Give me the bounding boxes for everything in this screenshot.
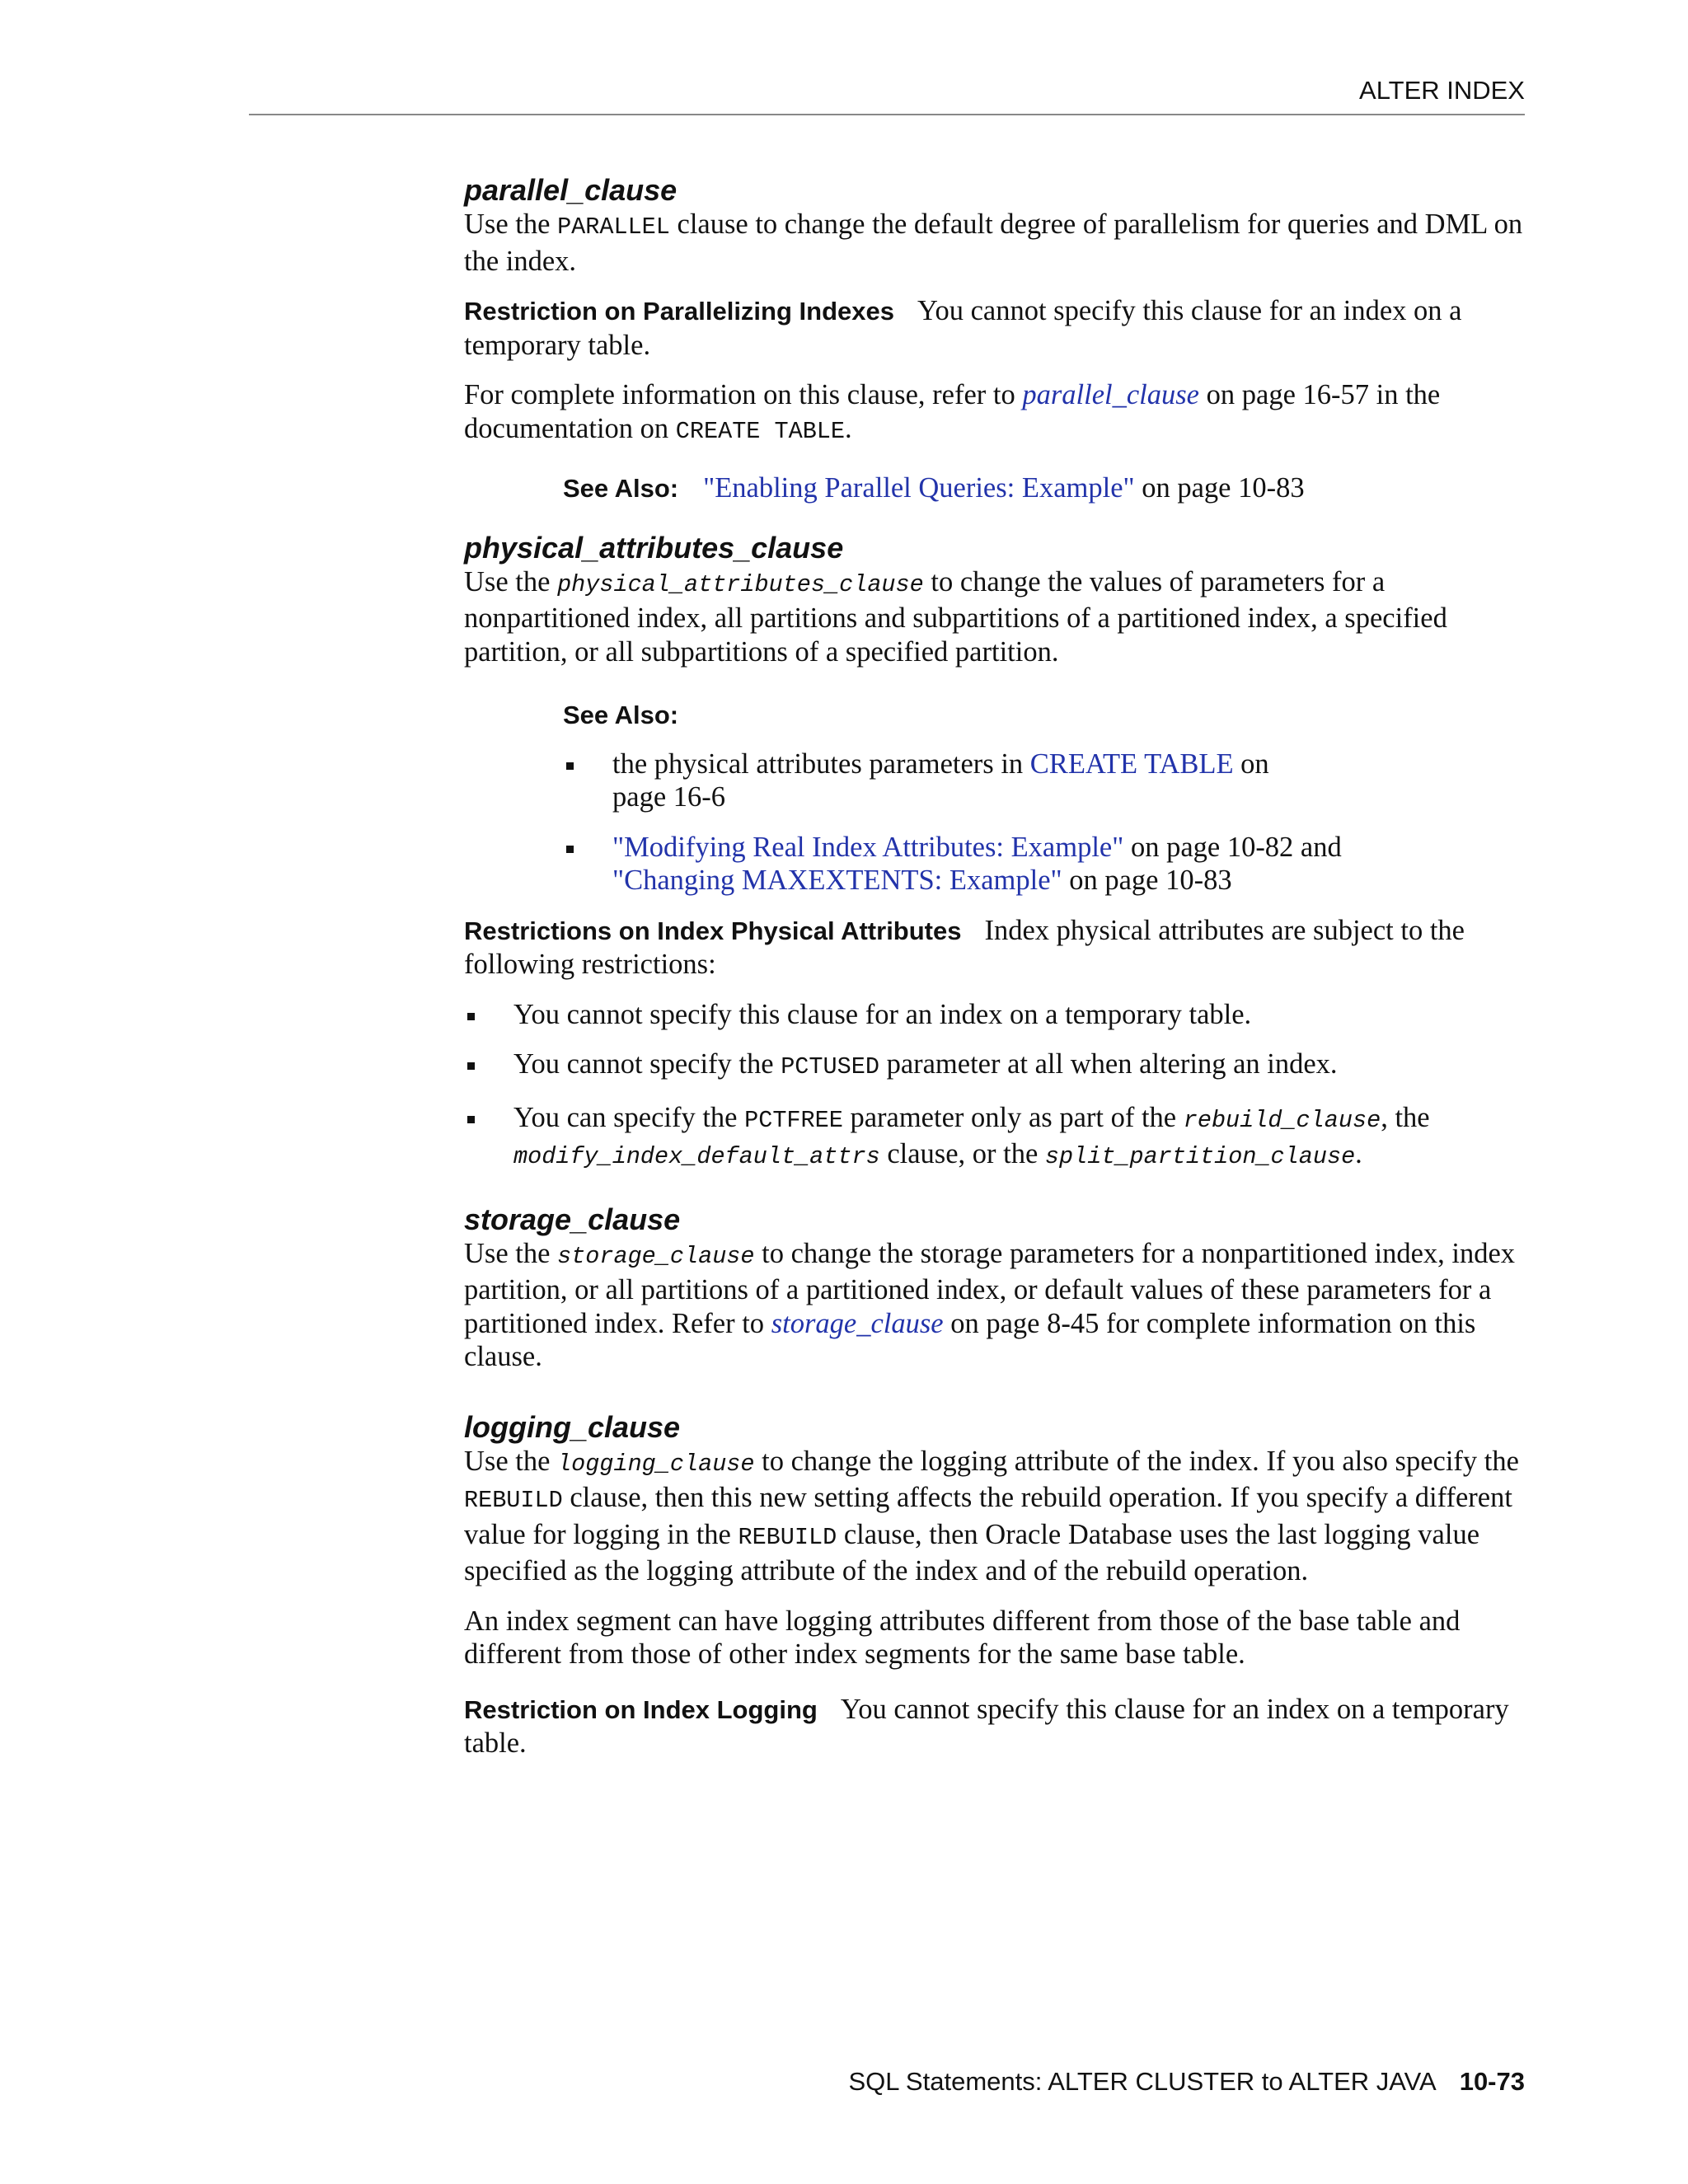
- code-split-partition-clause: split_partition_clause: [1044, 1143, 1356, 1170]
- text: Use the: [464, 209, 558, 240]
- text: on page 10-83: [1134, 472, 1305, 504]
- logging-description: [464, 1445, 1527, 1588]
- text: to change the logging attribute of the index. If you also specify the: [754, 1445, 1519, 1477]
- text: clause, then this new setting affects the rebuild operation. If you specify a different value for logging in the: [464, 1482, 1512, 1550]
- text: clause to change the default degree of parallelism for queries and DML on the index.: [464, 209, 1523, 277]
- list-item: [464, 1101, 1527, 1174]
- text: parameter at all when altering an index.: [879, 1048, 1338, 1080]
- restriction-text: You cannot specify this clause for an index on a temporary table.: [464, 1693, 1509, 1759]
- text: on page 8-45 for complete information on this clause.: [464, 1307, 1476, 1372]
- physical-description: [464, 565, 1527, 669]
- code-physical-attributes-clause: physical_attributes_clause: [557, 570, 924, 598]
- text: clause, or the: [879, 1138, 1045, 1169]
- section-physical-attributes-clause: [464, 531, 1527, 1174]
- text: on page 16-57 in the documentation on: [464, 379, 1441, 444]
- text: .: [1355, 1138, 1362, 1169]
- code-pctused: PCTUSED: [781, 1053, 879, 1080]
- restriction-label: Restriction on Parallelizing Indexes: [464, 297, 894, 326]
- logging-restriction: [464, 1693, 1527, 1760]
- bullet-icon: [467, 1062, 475, 1070]
- heading-physical-attributes-clause: physical_attributes_clause: [464, 530, 844, 565]
- text: Use the: [464, 1445, 558, 1477]
- list-item: [563, 831, 1387, 898]
- heading-parallel-clause: parallel_clause: [464, 173, 678, 207]
- text: to change the storage parameters for a nonpartitioned index, index partition, or all partitions of a partitioned index, or default values of these parameters for a partitioned index. Refer to: [464, 1237, 1516, 1339]
- restriction-label: Restrictions on Index Physical Attributes: [464, 916, 962, 945]
- list-item: [464, 998, 1527, 1032]
- bullet-icon: [467, 1116, 475, 1123]
- see-also-list: [563, 748, 1387, 898]
- heading-logging-clause: logging_clause: [464, 1409, 681, 1444]
- link-modifying-real-index-attributes[interactable]: "Modifying Real Index Attributes: Example": [612, 831, 1124, 863]
- text: .: [845, 412, 852, 444]
- text: You cannot specify this clause for an index on a temporary table.: [513, 998, 1252, 1030]
- text: clause, then Oracle Database uses the last logging value specified as the logging attribute of the index and of the rebuild operation.: [464, 1518, 1480, 1586]
- text: the physical attributes parameters in: [612, 748, 1030, 780]
- text: Use the: [464, 1237, 558, 1269]
- text: on page 10-83: [1062, 865, 1232, 896]
- running-header: [249, 76, 1525, 115]
- code-rebuild-clause: rebuild_clause: [1183, 1106, 1381, 1134]
- link-parallel-clause[interactable]: parallel_clause: [1022, 379, 1199, 410]
- list-item: [464, 1047, 1527, 1085]
- text: on page 16-6: [612, 748, 1269, 813]
- physical-restrictions-list: [464, 998, 1527, 1174]
- heading-storage-clause: storage_clause: [464, 1202, 681, 1236]
- restriction-text: Index physical attributes are subject to the following restrictions:: [464, 914, 1465, 980]
- list-item: [563, 748, 1321, 814]
- text: on page 10-82 and: [1123, 831, 1342, 863]
- parallel-description: [464, 208, 1527, 278]
- text: For complete information on this clause, refer to: [464, 379, 1023, 410]
- link-changing-maxextents[interactable]: "Changing MAXEXTENTS: Example": [612, 865, 1062, 896]
- section-storage-clause: [464, 1202, 1527, 1374]
- text: You cannot specify the: [513, 1048, 781, 1080]
- code-rebuild: REBUILD: [464, 1487, 563, 1514]
- physical-see-also: [563, 698, 1387, 898]
- see-also-label: See Also:: [563, 474, 679, 503]
- code-parallel: PARALLEL: [557, 213, 670, 241]
- section-logging-clause: [464, 1410, 1527, 1760]
- bullet-icon: [566, 762, 574, 770]
- see-also-heading: [563, 698, 1387, 733]
- text: to change the values of parameters for a nonpartitioned index, all partitions and subpartitions of a partitioned index, a specified partition, or all subpartitions of a specified partition.: [464, 565, 1447, 668]
- code-rebuild: REBUILD: [738, 1523, 837, 1551]
- code-pctfree: PCTFREE: [744, 1106, 843, 1134]
- code-logging-clause: logging_clause: [557, 1450, 755, 1478]
- parallel-see-also: [563, 471, 1527, 506]
- text: You can specify the: [513, 1101, 745, 1133]
- footer-title: SQL Statements: ALTER CLUSTER to ALTER JAVA: [848, 2067, 1437, 2096]
- section-parallel-clause: [464, 173, 1527, 506]
- text: , the: [1381, 1101, 1430, 1133]
- link-create-table[interactable]: CREATE TABLE: [1029, 748, 1234, 780]
- bullet-icon: [566, 846, 574, 853]
- page-footer: [249, 2067, 1525, 2097]
- code-modify-index-default-attrs: modify_index_default_attrs: [513, 1143, 880, 1170]
- link-storage-clause[interactable]: storage_clause: [771, 1307, 944, 1339]
- code-storage-clause: storage_clause: [557, 1242, 755, 1270]
- restriction-text: You cannot specify this clause for an index on a temporary table.: [464, 295, 1462, 361]
- logging-segment-note: An index segment can have logging attributes different from those of the base table and different from those of other index segments for the same base table.: [464, 1605, 1461, 1670]
- running-header-title: ALTER INDEX: [1359, 76, 1525, 105]
- physical-restrictions: [464, 914, 1527, 982]
- code-create-table: CREATE TABLE: [675, 417, 846, 445]
- link-enabling-parallel-queries[interactable]: "Enabling Parallel Queries: Example": [703, 472, 1135, 504]
- see-also-label: See Also:: [563, 701, 679, 729]
- parallel-reference: [464, 378, 1527, 448]
- bullet-icon: [467, 1013, 475, 1020]
- restriction-label: Restriction on Index Logging: [464, 1694, 818, 1724]
- page-number: 10-73: [1459, 2067, 1525, 2096]
- page-content: [464, 173, 1527, 1777]
- parallel-restriction: [464, 294, 1527, 362]
- text: parameter only as part of the: [842, 1101, 1184, 1133]
- storage-description: [464, 1237, 1527, 1374]
- text: Use the: [464, 565, 558, 598]
